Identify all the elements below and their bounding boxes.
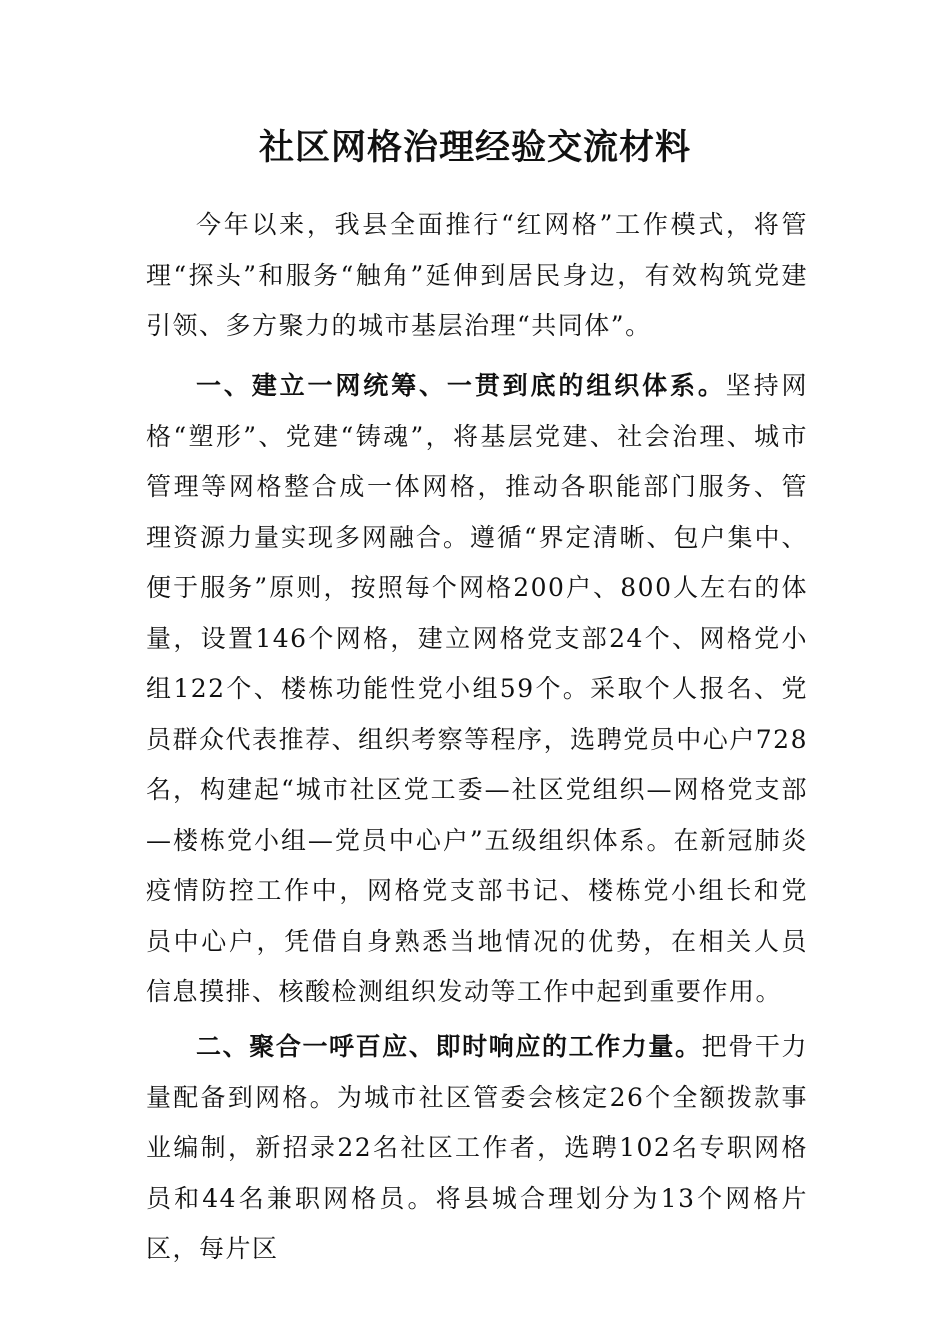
section-2-paragraph [146,1022,808,1275]
document-title: 社区网格治理经验交流材料 [258,127,691,168]
intro-text: 今年以来，我县全面推行“红网格”工作模式，将管理“探头”和服务“触角”延伸到居民身边，有效构筑党建引领、多方聚力的城市基层治理“共同体”。 [146,210,808,340]
intro-paragraph [146,200,808,352]
section-1-paragraph [146,361,808,1018]
section-1-body: 坚持网格“塑形”、党建“铸魂”，将基层党建、社会治理、城市管理等网格整合成一体网格，推动各职能部门服务、管理资源力量实现多网融合。遵循“界定清晰、包户集中、便于服务”原则，按照每个网格200户、800人左右的体量，设置146个网格，建立网格党支部24个、网格党小组122个、楼栋功能性党小组59个。采取个人报名、党员群众代表推荐、组织考察等程序，选聘党员中心户728名，构建起“城市社区党工委—社区党组织—网格党支部—楼栋党小组—党员中心户”五级组织体系。在新冠肺炎疫情防控工作中，网格党支部书记、楼栋党小组长和党员中心户，凭借自身熟悉当地情况的优势，在相关人员信息摸排、核酸检测组织发动等工作中起到重要作用。 [146,371,808,1006]
section-2-body: 把骨干力量配备到网格。为城市社区管委会核定26个全额拨款事业编制，新招录22名社区工作者，选聘102名专职网格员和44名兼职网格员。将县城合理划分为13个网格片区，每片区 [146,1032,808,1263]
section-2-heading: 二、聚合一呼百应、即时响应的工作力量。 [196,1032,702,1061]
section-1-heading: 一、建立一网统筹、一贯到底的组织体系。 [196,371,726,400]
